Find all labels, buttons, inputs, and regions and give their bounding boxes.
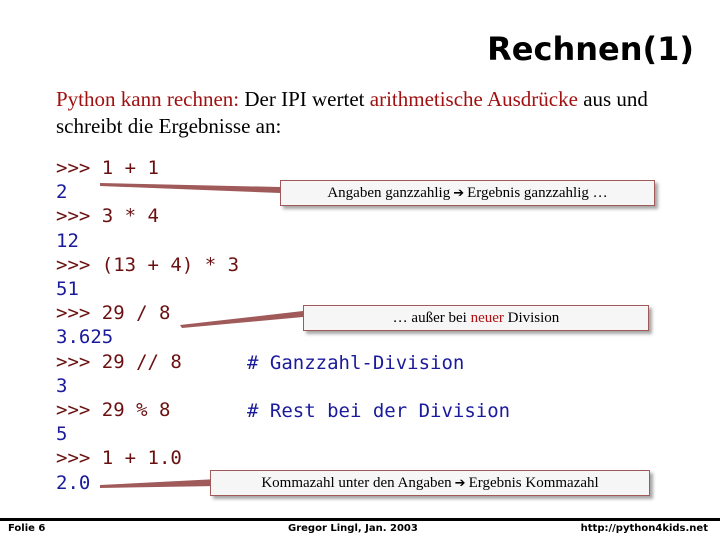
code-input: 29 // 8 [101, 350, 182, 373]
code-output: 51 [56, 278, 79, 301]
code-output-line [56, 277, 239, 301]
code-output: 12 [56, 229, 79, 252]
code-output-line [56, 180, 239, 204]
footer-author: Gregor Lingl, Jan. 2003 [288, 523, 418, 534]
code-prompt: >>> [56, 399, 102, 422]
callout-division-highlight: neuer [470, 309, 504, 326]
callout-division-right: Division [507, 309, 560, 326]
callout-integer-right: Ergebnis ganzzahlig … [467, 184, 608, 201]
intro-part4: aus und schreibt die Ergebnisse an: [56, 87, 648, 138]
code-input: 3 * 4 [101, 205, 159, 228]
callout-division-left: … außer bei [392, 309, 467, 326]
intro-part2: Der IPI wertet [244, 87, 370, 111]
code-input: 29 / 8 [101, 302, 171, 325]
callout-float-left: Kommazahl unter den Angaben [261, 474, 452, 491]
code-output: 2.0 [56, 471, 91, 494]
code-input: (13 + 4) * 3 [101, 253, 240, 276]
code-output-line [56, 325, 239, 349]
code-input-line [56, 253, 239, 277]
code-input-line [56, 156, 239, 180]
code-output-line [56, 229, 239, 253]
footer-divider [0, 518, 720, 521]
code-prompt: >>> [56, 157, 102, 179]
callout-integer-left: Angaben ganzzahlig [327, 184, 451, 201]
intro-part1: Python kann rechnen: [56, 87, 245, 111]
code-output: 5 [56, 423, 68, 446]
code-prompt: >>> [56, 447, 102, 470]
callout-float-right: Ergebnis Kommazahl [468, 474, 599, 491]
callout-division [303, 305, 649, 331]
code-output-line [56, 374, 239, 398]
code-input-line [56, 350, 239, 374]
callout-integer [280, 180, 655, 206]
code-input: 29 % 8 [101, 399, 171, 422]
intro-text [56, 86, 656, 140]
comment-modulo: # Rest bei der Division [247, 400, 511, 422]
code-output: 2 [56, 181, 68, 204]
code-output: 3 [56, 374, 68, 397]
code-prompt: >>> [56, 205, 102, 228]
right-arrow-icon: ➔ [454, 475, 466, 491]
callout-float [210, 470, 650, 496]
footer-url: http://python4kids.net [580, 523, 708, 534]
code-output: 3.625 [56, 326, 114, 349]
comment-floor-division: # Ganzzahl-Division [247, 352, 465, 374]
intro-part3: arithmetische Ausdrücke [369, 87, 578, 111]
code-output-line [56, 422, 239, 446]
footer-slide-number: Folie 6 [8, 523, 46, 534]
slide-title: Rechnen(1) [487, 30, 694, 68]
code-prompt: >>> [56, 253, 102, 276]
code-prompt: >>> [56, 350, 102, 373]
code-prompt: >>> [56, 302, 102, 325]
code-input-line [56, 398, 239, 422]
code-block [56, 156, 239, 495]
code-input-line [56, 204, 239, 228]
code-input: 1 + 1.0 [101, 447, 182, 470]
code-input-line [56, 446, 239, 470]
right-arrow-icon: ➔ [453, 185, 465, 201]
code-input: 1 + 1 [101, 157, 159, 179]
code-input-line [56, 301, 239, 325]
